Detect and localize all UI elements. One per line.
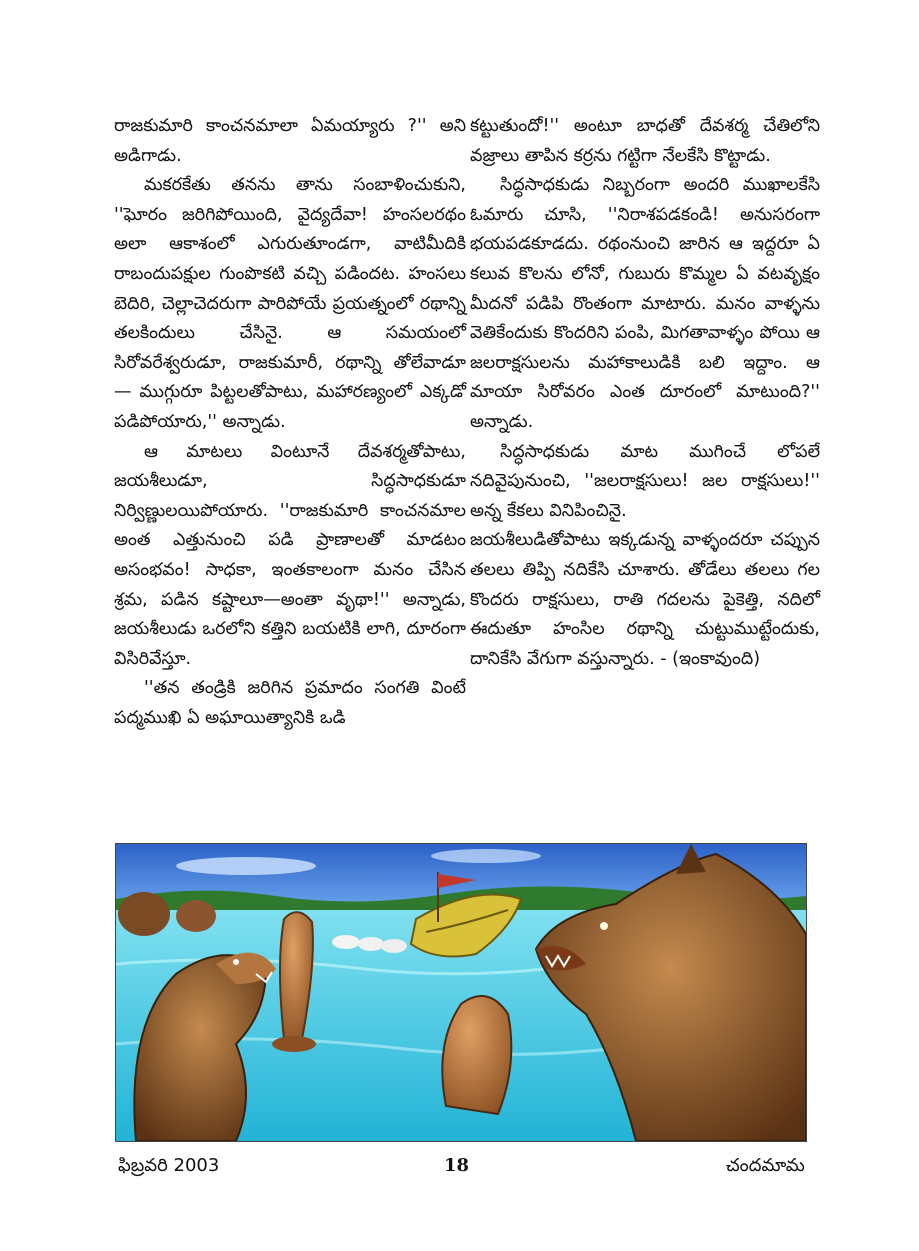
left-text-column	[114, 112, 466, 733]
paragraph: కట్టుతుందో!'' అంటూ బాధతో దేవశర్మ చేతిలోని వజ్రాలు తాపిన కర్రను గట్టిగా నేలకేసి కొట్టాడు.	[470, 116, 820, 166]
werewolves-river-scene-image	[116, 844, 806, 1141]
paragraph: రాజకుమారి కాంచనమాలా ఏమయ్యారు ?'' అని అడిగాడు.	[114, 116, 466, 166]
paragraph: ''తన తండ్రికి జరిగిన ప్రమాదం సంగతి వింటే పద్మముఖి ఏ అఘాయిత్యానికి ఒడి	[114, 678, 466, 728]
paragraph: సిద్ధసాధకుడు మాట ముగించే లోపలే నదివైపునుంచి, ''జలరాక్షసులు! జల రాక్షసులు!'' అన్న కేకలు వినిపించినై.	[470, 441, 820, 521]
paragraph: ఆ మాటలు వింటూనే దేవశర్మతోపాటు, జయశీలుడూ, సిద్ధసాధకుడూ నిర్విణ్ణులయిపోయారు. ''రాజకుమారి కాంచనమాల అంత ఎత్తునుంచి పడి ప్రాణాలతో మాడటం అసంభవం! సాధకా, ఇంతకాలంగా మనం చేసిన శ్రమ, పడిన కష్టాలూ—అంతా వృథా!'' అన్నాడు, జయశీలుడు ఒరలోని కత్తిని బయటికి లాగి, దూరంగా విసిరివేస్తూ.	[114, 441, 466, 669]
paragraph: జయశీలుడితోపాటు ఇక్కడున్న వాళ్ళందరూ చప్పున తలలు తిప్పి నదికేసి చూశారు. తోడేలు తలలు గల కొందరు రాక్షసులు, రాతి గదలను పైకెత్తి, నదిలో ఈదుతూ హంసిల రథాన్ని చుట్టుముట్టేందుకు, దానికేసి వేగుగా వస్తున్నారు. - (ఇంకావుంది)	[470, 530, 820, 669]
issue-date: ఫిబ్రవరి 2003	[118, 1155, 220, 1176]
magazine-name: చందమామ	[726, 1155, 805, 1176]
right-text-column	[470, 112, 820, 674]
page-number: 18	[444, 1155, 470, 1176]
story-illustration	[115, 843, 807, 1142]
paragraph: సిద్ధసాధకుడు నిబ్బరంగా అందరి ముఖాలకేసి ఓమారు చూసి, ''నిరాశపడకండి! అనుసరంగా భయపడకూడదు. రథంనుంచి జారిన ఆ ఇద్దరూ ఏ కలువ కొలను లోనో, గుబురు కొమ్మల ఏ వటవృక్షం మీదనో పడిపి రొంతంగా మాటారు. మనం వాళ్ళను వెతికేందుకు కొందరిని పంపి, మిగతావాళ్ళం పోయి ఆ జలరాక్షసులను మహాకాలుడికి బలి ఇద్దాం. ఆ మాయా సిరోవరం ఎంత దూరంలో మాటుంది?'' అన్నాడు.	[470, 175, 820, 432]
paragraph: మకరకేతు తనను తాను సంబాళించుకుని, ''ఘోరం జరిగిపోయింది, వైద్యదేవా! హంసలరథం అలా ఆకాశంలో ఎగురుతూండగా, వాటిమీదికి రాబందుపక్షుల గుంపొకటి వచ్చి పడిందట. హంసలు బెదిరి, చెల్లాచెదరుగా పారిపోయే ప్రయత్నంలో రథాన్ని తలకిందులు చేసినై. ఆ సమయంలో సిరోవరేశ్వరుడూ, రాజకుమారీ, రథాన్ని తోలేవాడూ — ముగ్గురూ పిట్టలతోపాటు, మహారణ్యంలో ఎక్కడో పడిపోయారు,'' అన్నాడు.	[114, 175, 466, 432]
